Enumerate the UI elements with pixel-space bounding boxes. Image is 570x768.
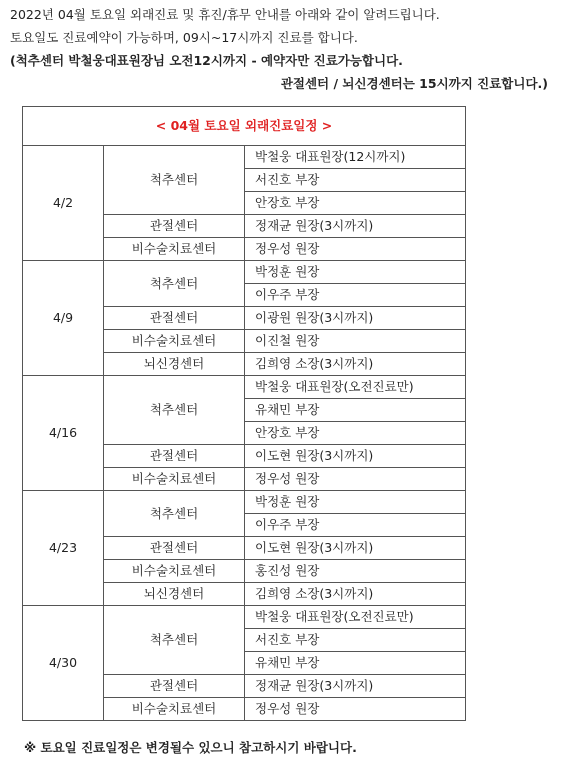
center-cell: 관절센터	[104, 675, 245, 698]
doctor-cell: 이도현 원장(3시까지)	[245, 445, 466, 468]
intro-line-3: (척추센터 박철웅대표원장님 오전12시까지 - 예약자만 진료가능합니다.	[10, 53, 403, 68]
center-cell: 뇌신경센터	[104, 583, 245, 606]
doctor-cell: 박철웅 대표원장(오전진료만)	[245, 376, 466, 399]
center-cell: 비수술치료센터	[104, 698, 245, 721]
center-cell: 뇌신경센터	[104, 353, 245, 376]
intro-line-4: 관절센터 / 뇌신경센터는 15시까지 진료합니다.)	[280, 76, 548, 91]
doctor-cell: 홍진성 원장	[245, 560, 466, 583]
table-row	[23, 146, 466, 169]
doctor-cell: 정우성 원장	[245, 468, 466, 491]
doctor-cell: 김희영 소장(3시까지)	[245, 583, 466, 606]
doctor-cell: 서진호 부장	[245, 169, 466, 192]
doctor-cell: 이진철 원장	[245, 330, 466, 353]
date-cell: 4/23	[23, 491, 104, 606]
doctor-cell: 정우성 원장	[245, 238, 466, 261]
doctor-cell: 이우주 부장	[245, 514, 466, 537]
date-cell: 4/16	[23, 376, 104, 491]
doctor-cell: 박철웅 대표원장(12시까지)	[245, 146, 466, 169]
schedule-table-body	[23, 107, 466, 721]
center-cell: 비수술치료센터	[104, 468, 245, 491]
doctor-cell: 정우성 원장	[245, 698, 466, 721]
center-cell: 비수술치료센터	[104, 560, 245, 583]
doctor-cell: 김희영 소장(3시까지)	[245, 353, 466, 376]
doctor-cell: 이도현 원장(3시까지)	[245, 537, 466, 560]
center-cell: 관절센터	[104, 307, 245, 330]
table-row	[23, 376, 466, 399]
intro-line-2: 토요일도 진료예약이 가능하며, 09시~17시까지 진료를 합니다.	[10, 30, 358, 45]
doctor-cell: 유채민 부장	[245, 399, 466, 422]
doctor-cell: 서진호 부장	[245, 629, 466, 652]
date-cell: 4/2	[23, 146, 104, 261]
schedule-table	[22, 106, 466, 721]
schedule-title-row	[23, 107, 466, 146]
doctor-cell: 정재균 원장(3시까지)	[245, 215, 466, 238]
schedule-title: < 04월 토요일 외래진료일정 >	[23, 107, 466, 146]
center-cell: 척추센터	[104, 146, 245, 215]
intro-text-block	[10, 0, 560, 95]
doctor-cell: 박정훈 원장	[245, 491, 466, 514]
doctor-cell: 박정훈 원장	[245, 261, 466, 284]
center-cell: 척추센터	[104, 606, 245, 675]
center-cell: 관절센터	[104, 537, 245, 560]
center-cell: 척추센터	[104, 376, 245, 445]
doctor-cell: 박철웅 대표원장(오전진료만)	[245, 606, 466, 629]
doctor-cell: 이광원 원장(3시까지)	[245, 307, 466, 330]
intro-line-1: 2022년 04월 토요일 외래진료 및 휴진/휴무 안내를 아래와 같이 알려드립니다.	[10, 7, 440, 22]
date-cell: 4/9	[23, 261, 104, 376]
center-cell: 비수술치료센터	[104, 238, 245, 261]
center-cell: 비수술치료센터	[104, 330, 245, 353]
doctor-cell: 안장호 부장	[245, 192, 466, 215]
table-row	[23, 491, 466, 514]
doctor-cell: 안장호 부장	[245, 422, 466, 445]
center-cell: 관절센터	[104, 445, 245, 468]
center-cell: 척추센터	[104, 491, 245, 537]
table-row	[23, 261, 466, 284]
doctor-cell: 유채민 부장	[245, 652, 466, 675]
center-cell: 척추센터	[104, 261, 245, 307]
doctor-cell: 이우주 부장	[245, 284, 466, 307]
table-row	[23, 606, 466, 629]
doctor-cell: 정재균 원장(3시까지)	[245, 675, 466, 698]
date-cell: 4/30	[23, 606, 104, 721]
center-cell: 관절센터	[104, 215, 245, 238]
footer-note: ※ 토요일 진료일정은 변경될수 있으니 참고하시기 바랍니다.	[24, 740, 357, 755]
